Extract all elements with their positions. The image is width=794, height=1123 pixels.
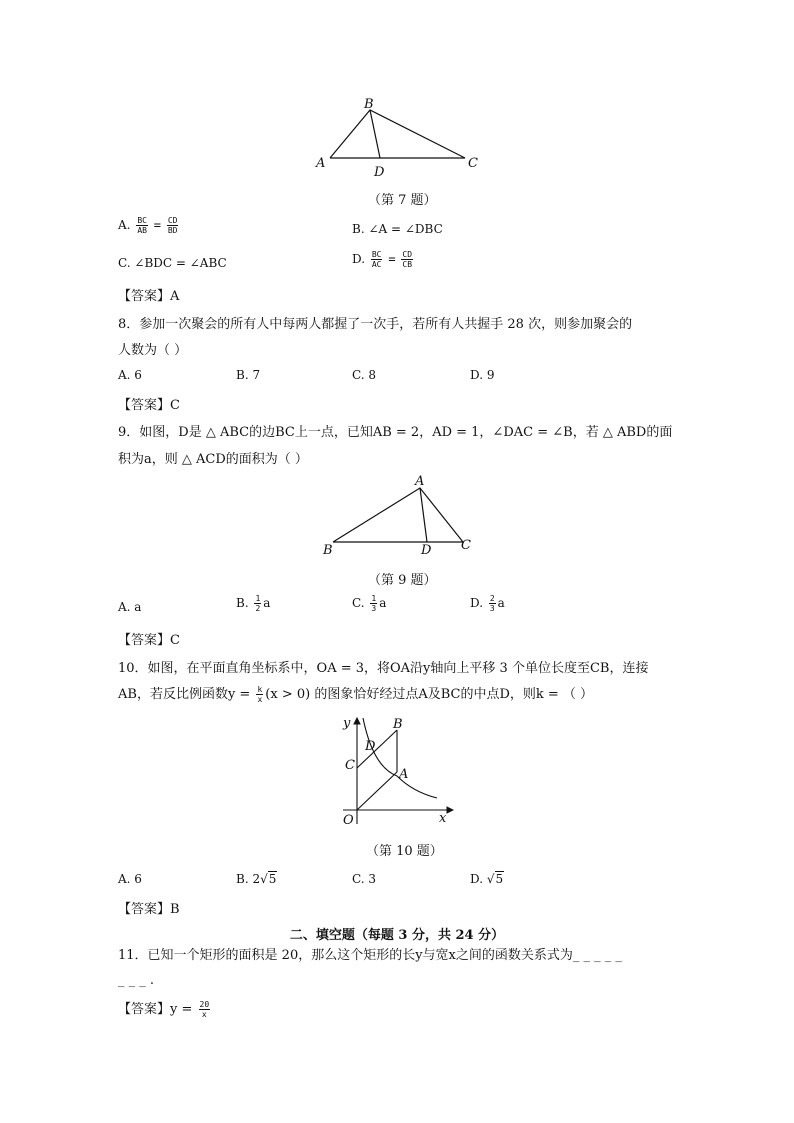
q10-label-a: A	[399, 767, 409, 782]
q10-label-d: D	[365, 739, 376, 754]
q7-segment-bd	[370, 110, 380, 158]
q7-label-b: B	[364, 97, 374, 112]
q7-caption: （第 7 题）	[368, 193, 437, 208]
q7-option-b: B. ∠A = ∠DBC	[352, 222, 443, 236]
q11-text-line1: 11．已知一个矩形的面积是 20，那么这个矩形的长y与宽x之间的函数关系式为_ _ _ _ _	[118, 948, 622, 963]
q7-label-d: D	[374, 165, 385, 180]
q8-answer: 【答案】C	[118, 398, 180, 413]
q10-option-b: B. 2√5	[236, 872, 277, 886]
sqrt-symbol: √5	[486, 872, 504, 886]
q11-text-line2: _ _ _ .	[118, 973, 155, 988]
q9-label-b: B	[323, 543, 333, 558]
q10-coordinate-figure	[335, 712, 465, 830]
q8-option-c: C. 8	[352, 368, 377, 382]
q10-label-c: C	[345, 758, 355, 773]
q7-label-c: C	[468, 156, 478, 171]
q9-label-c: C	[461, 538, 471, 553]
q10-option-a: A. 6	[118, 872, 142, 886]
q10-text-line1: 10．如图，在平面直角坐标系中，OA = 3，将OA沿y轴向上平移 3 个单位长度至CB，连接	[118, 661, 649, 676]
q9-option-c: C. $\frac{1}{3}$ a	[352, 594, 387, 613]
q10-segment-cb	[357, 730, 397, 768]
q8-option-b: B. 7	[236, 368, 261, 382]
q10-label-x: x	[439, 811, 447, 826]
sqrt-symbol: √5	[260, 872, 277, 886]
q10-option-c: C. 3	[352, 872, 377, 886]
q9-option-a: A. a	[118, 600, 142, 614]
q8-option-d: D. 9	[470, 368, 495, 382]
q7-triangle-figure	[310, 92, 490, 182]
q7-option-d: D. $\frac{BC}{AC}$ = $\frac{CD}{CB}$	[352, 250, 413, 269]
q7-triangle-outline	[330, 110, 465, 158]
q9-option-b: B. $\frac{1}{2}$ a	[236, 594, 271, 613]
q9-text-line1: 9．如图，D是 △ ABC的边BC上一点，已知AB = 2，AD = 1，∠DAC = ∠B，若 △ ABD的面	[118, 425, 673, 440]
q8-text-line2: 人数为（ ）	[118, 343, 188, 358]
q8-option-a: A. 6	[118, 368, 142, 382]
q7-label-a: A	[316, 156, 326, 171]
q9-label-d: D	[421, 543, 432, 558]
q10-segment-oa	[357, 772, 397, 810]
q10-label-y: y	[343, 716, 351, 731]
q7-option-a: A. $\frac{BC}{AB}$ = $\frac{CD}{BD}$	[118, 216, 178, 235]
q9-caption: （第 9 题）	[368, 573, 437, 588]
q10-caption: （第 10 题）	[366, 844, 443, 859]
q9-text-line2: 积为a，则 △ ACD的面积为（ ）	[118, 452, 308, 467]
q7-option-c: C. ∠BDC = ∠ABC	[118, 256, 227, 270]
q10-answer: 【答案】B	[118, 902, 180, 917]
q10-label-b: B	[393, 717, 403, 732]
section2-heading: 二、填空题（每题 3 分，共 24 分）	[289, 928, 505, 943]
q9-triangle-figure	[315, 470, 485, 560]
q11-answer: 【答案】y = $\frac{20}{x}$	[118, 1000, 210, 1019]
q9-triangle-outline	[333, 488, 463, 542]
q9-label-a: A	[415, 474, 425, 489]
q9-option-d: D. $\frac{2}{3}$ a	[470, 594, 505, 613]
q9-answer: 【答案】C	[118, 633, 180, 648]
q10-option-d: D. √5	[470, 872, 504, 886]
q7-answer: 【答案】A	[118, 289, 180, 304]
q10-label-o: O	[343, 813, 354, 828]
q10-text-line2: AB，若反比例函数y = $\frac{k}{x}$ (x > 0) 的图象恰好经过点A及BC的中点D，则k = （ ）	[118, 685, 594, 704]
q8-text-line1: 8．参加一次聚会的所有人中每两人都握了一次手，若所有人共握手 28 次，则参加聚会的	[118, 317, 633, 332]
